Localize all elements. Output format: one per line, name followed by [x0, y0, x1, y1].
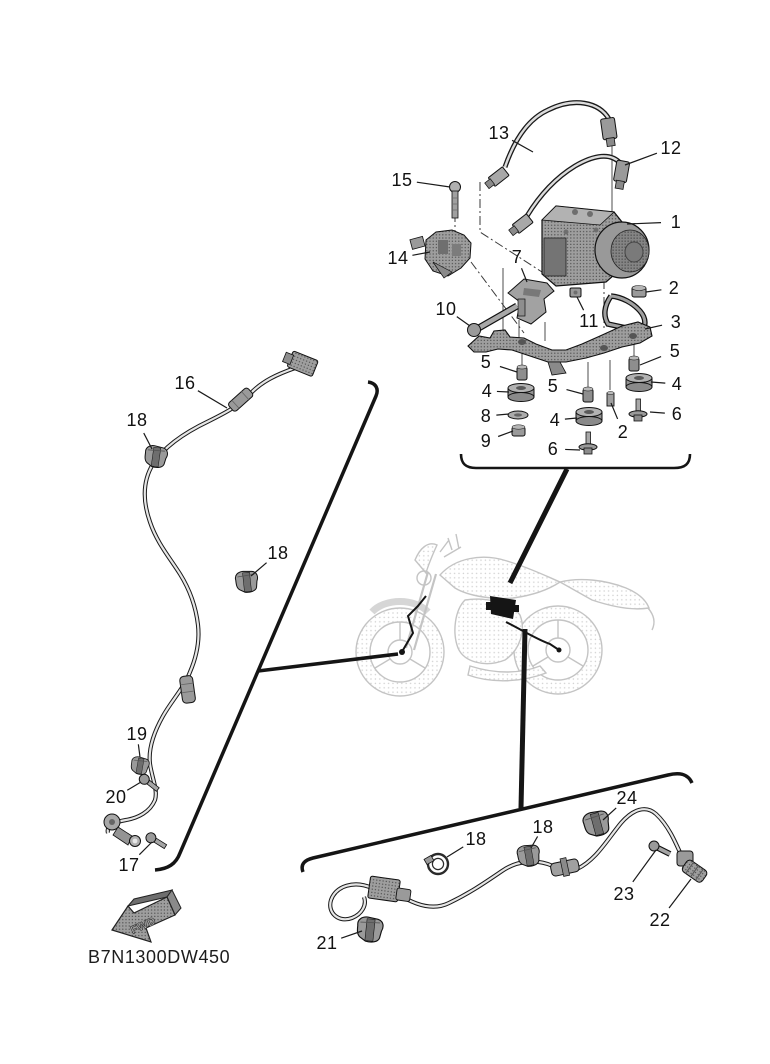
callout-18: 18: [267, 543, 289, 563]
callout-17: 17: [118, 855, 140, 875]
cable-sleeve-2: [179, 675, 196, 704]
leader-line-17: [139, 842, 152, 855]
leader-line-18: [251, 563, 267, 576]
grommet-4-left: [508, 384, 534, 402]
clamp-18-upper: [144, 445, 169, 469]
fwd-label: FWD: [128, 915, 159, 937]
callout-4: 4: [671, 374, 683, 394]
leader-line-4: [651, 382, 665, 383]
stud-2-lower: [607, 392, 614, 407]
callout-15: 15: [391, 170, 413, 190]
leader-line-23: [633, 850, 656, 882]
grommet-4-mid: [576, 408, 602, 426]
fwd-arrow: [112, 890, 181, 942]
washer-8: [508, 411, 528, 419]
callout-13: 13: [488, 123, 510, 143]
rear-cable-grommet: [549, 855, 580, 878]
collar-5-mid: [583, 387, 593, 402]
callout-23: 23: [613, 884, 635, 904]
abs-unit: [542, 206, 649, 286]
rear-cable-connector: [368, 876, 413, 904]
clamp-18-ring: [424, 854, 448, 874]
clamp-21: [356, 916, 384, 943]
callout-18: 18: [532, 817, 554, 837]
leader-line-5: [500, 367, 517, 373]
callout-16: 16: [174, 373, 196, 393]
cable-sleeve: [227, 387, 254, 413]
callout-21: 21: [316, 933, 338, 953]
callout-6: 6: [547, 439, 559, 459]
callout-24: 24: [616, 788, 638, 808]
nut-11: [570, 288, 581, 297]
callout-2: 2: [668, 278, 680, 298]
bolt-6-mid: [579, 432, 597, 454]
leader-line-11: [577, 297, 584, 310]
leader-line-6: [565, 449, 580, 450]
clamp-18-mid: [235, 570, 259, 594]
brake-pipe-13: [483, 103, 618, 191]
bolt-10: [468, 306, 518, 337]
leader-line-9: [498, 431, 513, 437]
leader-line-5: [567, 390, 584, 394]
callout-18: 18: [126, 410, 148, 430]
callout-9: 9: [480, 431, 492, 451]
collar-5-left: [517, 365, 527, 380]
callout-7: 7: [511, 247, 523, 267]
callout-5: 5: [669, 341, 681, 361]
clamp-24: [581, 809, 612, 839]
leader-line-18: [447, 847, 463, 857]
callout-22: 22: [649, 910, 671, 930]
grommet-4-right: [626, 374, 652, 392]
leader-line-20: [127, 782, 141, 790]
leader-line-2: [646, 290, 661, 292]
bolt-6-right: [629, 399, 647, 421]
leader-line-8: [496, 414, 509, 415]
bolt-15: [450, 182, 461, 219]
bracket-7: [508, 279, 554, 324]
nut-2-upper: [632, 286, 646, 298]
callout-18: 18: [465, 829, 487, 849]
leader-line-16: [198, 391, 227, 408]
clamp-19: [130, 756, 150, 776]
leader-line-4: [565, 418, 577, 419]
callout-2: 2: [617, 422, 629, 442]
nut-9: [512, 425, 525, 436]
leader-line-10: [457, 317, 470, 326]
callout-5: 5: [547, 376, 559, 396]
rear-wheel-sensor-22: [677, 851, 708, 884]
motorcycle-ghost: [356, 534, 654, 696]
callout-6: 6: [671, 404, 683, 424]
leader-line-15: [417, 182, 450, 187]
part-code-text: B7N1300DW450: [88, 947, 231, 967]
bolt-17: [144, 831, 168, 851]
leader-line-12: [625, 153, 657, 165]
leader-line-4: [497, 391, 509, 392]
callout-12: 12: [660, 138, 682, 158]
leader-line-5: [640, 357, 661, 365]
bolt-20: [137, 772, 160, 793]
collar-5-right: [629, 356, 639, 371]
bolt-23: [649, 841, 670, 854]
callout-20: 20: [105, 787, 127, 807]
callout-1: 1: [670, 212, 682, 232]
callout-19: 19: [126, 724, 148, 744]
leader-line-22: [669, 879, 691, 908]
leader-line-6: [650, 412, 665, 413]
leader-line-19: [138, 744, 140, 757]
callout-5: 5: [480, 352, 492, 372]
leader-line-1: [627, 223, 661, 224]
callout-4: 4: [549, 410, 561, 430]
callout-3: 3: [670, 312, 682, 332]
abs-assembly-detail: [410, 103, 652, 454]
callout-14: 14: [387, 248, 409, 268]
callout-4: 4: [481, 381, 493, 401]
mount-bracket-stay: [468, 322, 652, 375]
callout-11: 11: [579, 311, 599, 331]
callout-8: 8: [480, 406, 492, 426]
callout-10: 10: [435, 299, 457, 319]
